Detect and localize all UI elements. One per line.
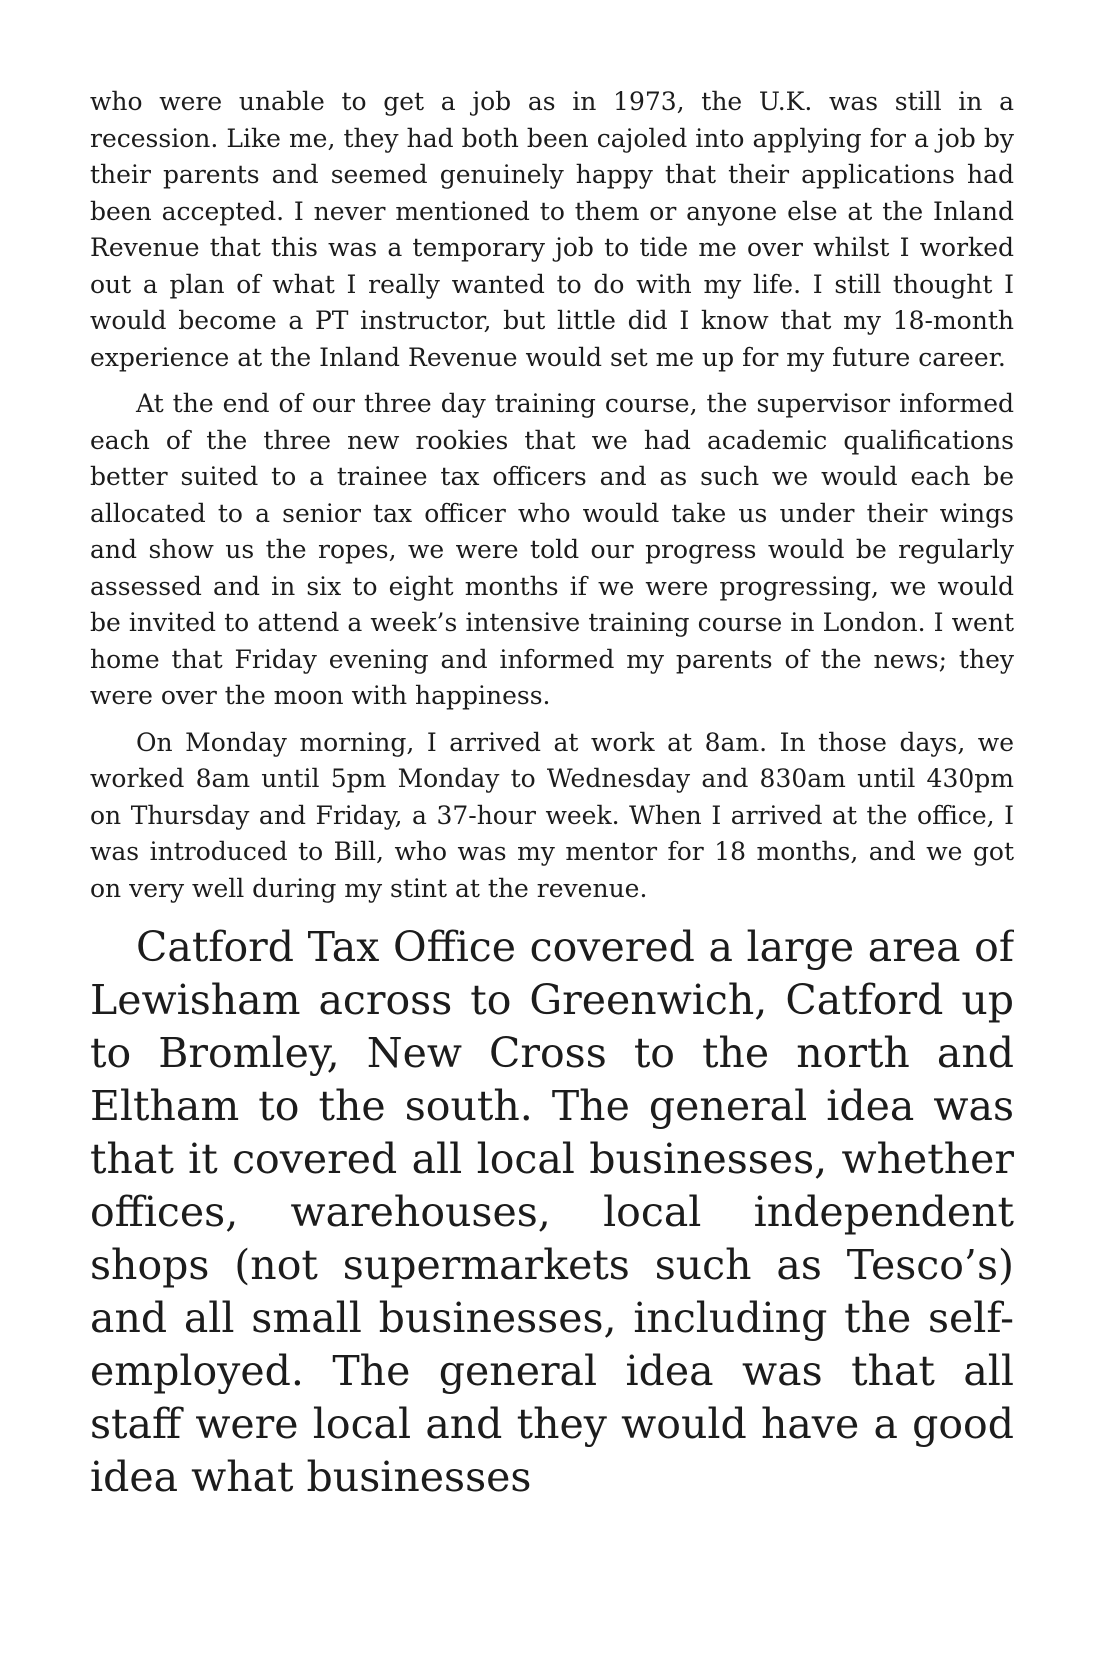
paragraph-1: who were unable to get a job as in 1973, the U.K. was still in a recession. Like me, they had both been cajoled into applying for a job by their parents and seemed genuinely happy that their applications had been accepted. I never mentioned to them or anyone else at the Inland Revenue that this was a temporary job to tide me over whilst I worked out a plan of what I really wanted to do with my life. I still thought I would become a PT instructor, but little did I know that my 18-month experience at the Inland Revenue would set me up for my future career. [90,87,1014,372]
book-page [90,84,1014,1644]
paragraph-3: On Monday morning, I arrived at work at 8am. In those days, we worked 8am until 5pm Monday to Wednesday and 830am until 430pm on Thursday and Friday, a 37-hour week. When I arrived at the office, I was introduced to Bill, who was my mentor for 18 months, and we got on very well during my stint at the revenue. [90,727,1014,903]
paragraph-2: At the end of our three day training course, the supervisor informed each of the three new rookies that we had academic qualifications better suited to a trainee tax officers and as such we would each be allocated to a senior tax officer who would take us under their wings and show us the ropes, we were told our progress would be regularly assessed and in six to eight months if we were progressing, we would be invited to attend a week’s intensive training course in London. I went home that Friday evening and informed my parents of the news; they were over the moon with happiness. [90,389,1014,710]
paragraph-4: Catford Tax Office covered a large area of Lewisham across to Greenwich, Catford up to Bromley, New Cross to the north and Eltham to the south. The general idea was that it covered all local businesses, whether offices, warehouses, local independent shops (not supermarkets such as Tesco’s) and all small businesses, including the self-employed. The general idea was that all staff were local and they would have a good idea what businesses [90,923,1014,1501]
